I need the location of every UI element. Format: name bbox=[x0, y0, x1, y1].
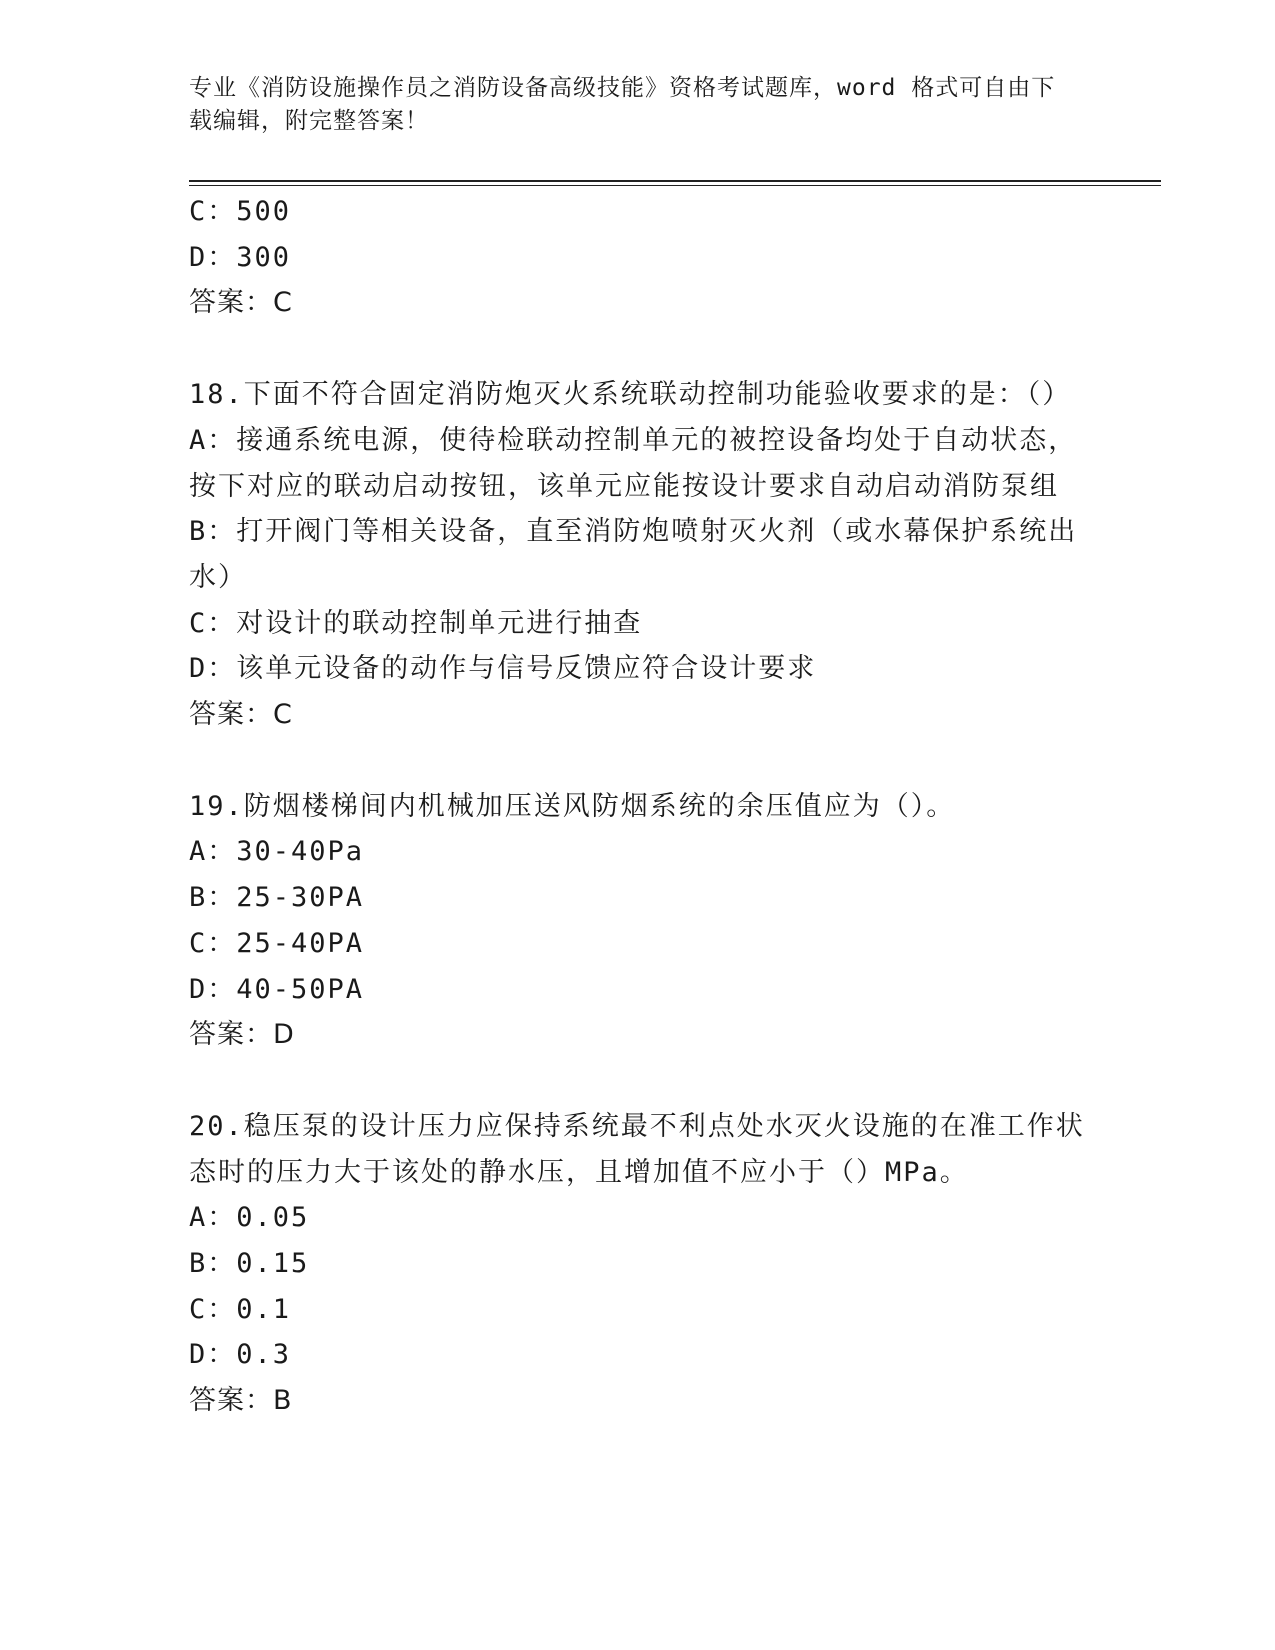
option-a: A：30-40Pa bbox=[189, 836, 365, 868]
question-20 bbox=[189, 1104, 1089, 1424]
option-c: C：对设计的联动控制单元进行抽查 bbox=[189, 607, 643, 639]
spacer bbox=[189, 326, 1089, 372]
header-divider-thick bbox=[189, 180, 1161, 182]
option-d: D：300 bbox=[189, 241, 292, 273]
option-c: C：500 bbox=[189, 196, 292, 227]
option-d: D：0.3 bbox=[189, 1339, 292, 1371]
question-18 bbox=[189, 372, 1089, 738]
question-19 bbox=[189, 784, 1089, 1058]
previous-question-tail bbox=[189, 189, 1089, 326]
option-c: C：25-40PA bbox=[189, 927, 365, 959]
document-header bbox=[189, 72, 1069, 138]
option-d: D：该单元设备的动作与信号反馈应符合设计要求 bbox=[189, 653, 817, 685]
question-stem: 18.下面不符合固定消防炮灭火系统联动控制功能验收要求的是：（） bbox=[189, 379, 1072, 411]
option-a: A：0.05 bbox=[189, 1202, 310, 1234]
option-a: A：接通系统电源，使待检联动控制单元的被控设备均处于自动状态， bbox=[189, 424, 1078, 456]
option-b: B：0.15 bbox=[189, 1248, 310, 1280]
question-stem-continued: 态时的压力大于该处的静水压，且增加值不应小于（）MPa。 bbox=[189, 1156, 969, 1188]
spacer bbox=[189, 1058, 1089, 1104]
answer-line: 答案：C bbox=[189, 287, 293, 319]
question-stem: 20.稳压泵的设计压力应保持系统最不利点处水灭火设施的在准工作状 bbox=[189, 1110, 1085, 1142]
option-d: D：40-50PA bbox=[189, 973, 365, 1005]
option-b: B：25-30PA bbox=[189, 882, 365, 914]
option-b-continued: 水） bbox=[189, 561, 247, 593]
question-list bbox=[189, 189, 1089, 1424]
option-b: B：打开阀门等相关设备，直至消防炮喷射灭火剂（或水幕保护系统出 bbox=[189, 516, 1078, 548]
option-c: C：0.1 bbox=[189, 1293, 292, 1325]
spacer bbox=[189, 738, 1089, 784]
question-stem: 19.防烟楼梯间内机械加压送风防烟系统的余压值应为（）。 bbox=[189, 790, 956, 822]
answer-line: 答案：B bbox=[189, 1385, 293, 1417]
header-divider-thin bbox=[189, 185, 1161, 186]
option-a-continued: 按下对应的联动启动按钮，该单元应能按设计要求自动启动消防泵组 bbox=[189, 470, 1059, 502]
answer-line: 答案：C bbox=[189, 699, 293, 731]
header-line-2: 载编辑，附完整答案！ bbox=[189, 108, 429, 134]
header-line-1: 专业《消防设施操作员之消防设备高级技能》资格考试题库，word 格式可自由下 bbox=[189, 75, 1056, 101]
answer-line: 答案：D bbox=[189, 1019, 295, 1051]
